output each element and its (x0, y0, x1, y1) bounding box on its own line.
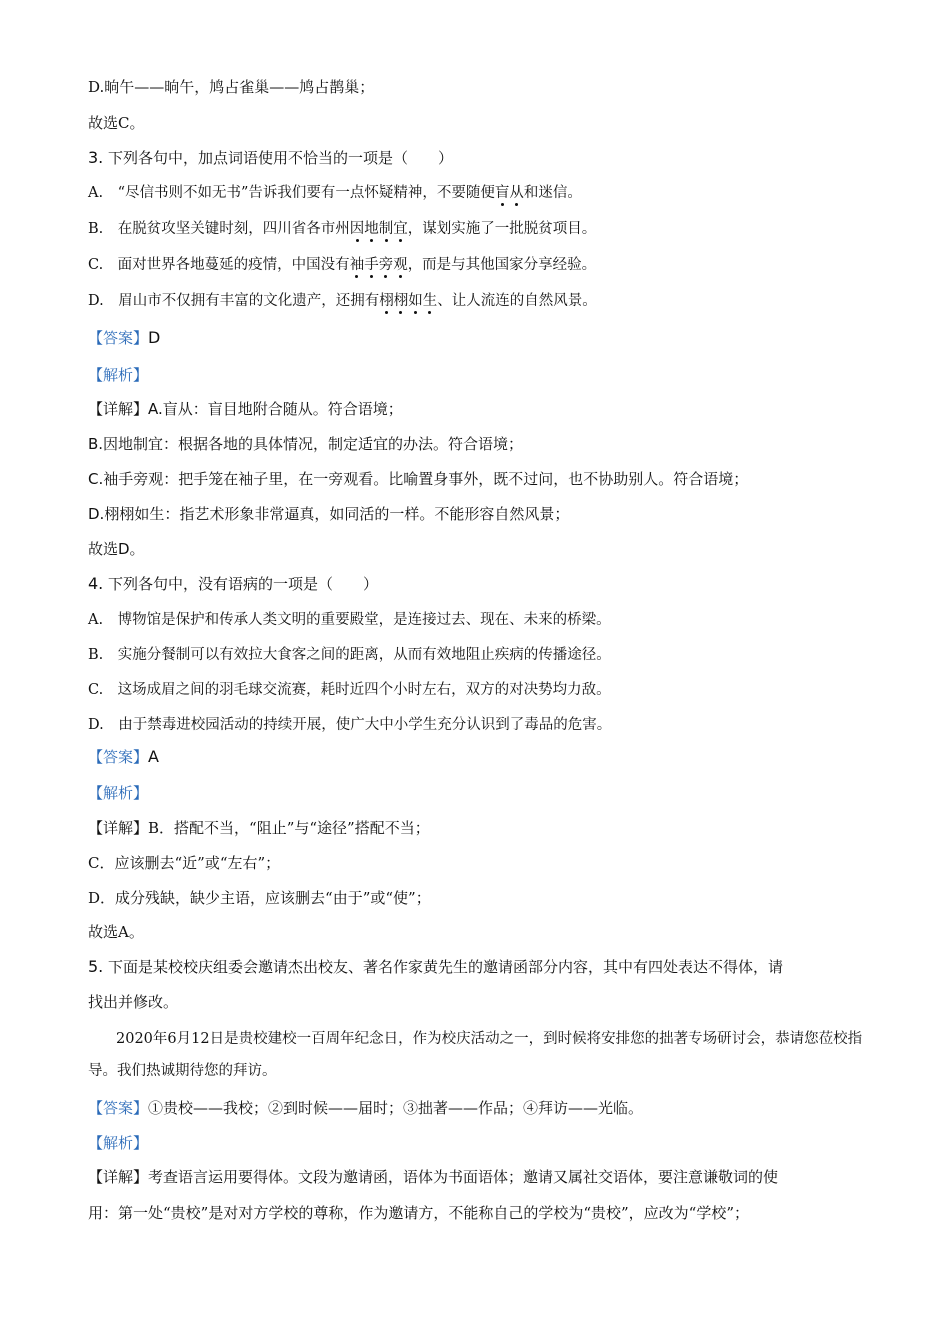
q3-option-b-pre: B. 在脱贫攻坚关键时刻，四川省各市州 (88, 221, 350, 237)
dotted-char: 旁 (378, 257, 394, 273)
dotted-char: 因 (349, 221, 365, 237)
q4-option-d: D. 由于禁毒进校园活动的持续开展，使广大中小学生充分认识到了毒品的危害。 (88, 717, 612, 733)
q3-detail-d: D.栩栩如生：指艺术形象非常逼真，如同活的一样。不能形容自然风景； (88, 505, 570, 523)
dotted-char: 制 (378, 221, 394, 237)
dotted-char: 盲 (494, 185, 510, 201)
q4-analysis-tag: 【解析】 (88, 784, 149, 802)
q3-option-d (88, 290, 597, 312)
q4-stem (88, 573, 378, 595)
q3-answer (88, 327, 160, 349)
q3-detail-a (88, 398, 403, 420)
q5-invitation-text: 2020年6月12日是贵校建校一百周年纪念日，作为校庆活动之一，到时候将安排您的拙著专场研讨会，恭请您莅校指导。我们热诚期待您的拜访。 (88, 1031, 863, 1079)
q4-conclusion: 故选A。 (88, 923, 144, 941)
q3-option-c-pre: C. 面对世界各地蔓延的疫情，中国没有 (88, 257, 350, 273)
q3-option-c (88, 254, 596, 276)
dotted-char: 地 (364, 221, 379, 237)
q4-option-b: B. 实施分餐制可以有效拉大食客之间的距离，从而有效地阻止疾病的传播途径。 (88, 647, 611, 663)
q3-conclusion: 故选D。 (88, 540, 145, 558)
q3-detail-a-text: A.盲从：盲目地附合随从。符合语境； (148, 400, 403, 418)
answer-tag: 【答案】 (88, 1099, 149, 1117)
q3-option-a (88, 182, 582, 204)
q4-answer (88, 746, 159, 768)
detail-tag: 【详解】 (88, 1168, 149, 1186)
dotted-char: 如 (408, 293, 423, 309)
q3-option-b (88, 218, 596, 240)
q3-number: 3. (88, 148, 104, 167)
detail-tag: 【详解】 (88, 400, 149, 418)
q4-stem-text: 下列各句中，没有语病的一项是（ ） (108, 575, 379, 593)
q5-invitation-excerpt (88, 1023, 868, 1087)
dotted-char: 从 (509, 185, 524, 201)
q3-answer-value: D (148, 328, 161, 347)
q5-stem-text: 下面是某校校庆组委会邀请杰出校友、著名作家黄先生的邀请函部分内容，其中有四处表达不得体，请 (108, 958, 784, 976)
q5-stem-line1 (88, 956, 783, 978)
answer-tag: 【答案】 (88, 748, 149, 766)
q5-answer (88, 1097, 643, 1119)
q3-option-d-post: 、让人流连的自然风景。 (437, 293, 597, 309)
dotted-char: 袖 (349, 257, 365, 273)
q3-detail-b: B.因地制宜：根据各地的具体情况，制定适宜的办法。符合语境； (88, 435, 524, 453)
q3-option-d-pre: D. 眉山市不仅拥有丰富的文化遗产，还拥有 (88, 293, 380, 309)
dotted-char: 栩 (379, 293, 394, 309)
q4-detail-b-text: B．搭配不当，“阻止”与“途径”搭配不当； (148, 819, 430, 837)
q5-detail-line1 (88, 1166, 778, 1188)
q3-option-c-post: ，而是与其他国家分享经验。 (407, 257, 597, 273)
q3-stem (88, 147, 453, 169)
q4-option-a: A. 博物馆是保护和传承人类文明的重要殿堂，是连接过去、现在、未来的桥梁。 (88, 612, 611, 628)
q5-stem-line2: 找出并修改。 (88, 993, 179, 1011)
dotted-char: 生 (422, 293, 438, 309)
dotted-char: 观 (393, 257, 408, 273)
q4-detail-d: D．成分残缺，缺少主语，应该删去“由于”或“使”； (88, 889, 431, 907)
q5-number: 5. (88, 957, 104, 976)
q3-stem-text: 下列各句中，加点词语使用不恰当的一项是（ ） (108, 149, 454, 167)
detail-tag: 【详解】 (88, 819, 149, 837)
q4-answer-value: A (148, 747, 159, 766)
q4-detail-c: C．应该删去“近”或“左右”； (88, 854, 281, 872)
q3-analysis-tag: 【解析】 (88, 366, 149, 384)
q3-option-a-pre: A. “尽信书则不如无书”告诉我们要有一点怀疑精神，不要随便 (88, 185, 495, 201)
q2-conclusion: 故选C。 (88, 114, 145, 132)
q5-detail-line1-text: 考查语言运用要得体。文段为邀请函，语体为书面语体；邀请又属社交语体，要注意谦敬词的使 (148, 1168, 779, 1186)
q5-analysis-tag: 【解析】 (88, 1134, 149, 1152)
q4-number: 4. (88, 574, 104, 593)
q5-answer-value: ①贵校——我校；②到时候——届时；③拙著——作品；④拜访——光临。 (148, 1099, 644, 1117)
q2-option-d-explanation: D.晌午——晌午，鸠占雀巢——鸠占鹊巢； (88, 78, 375, 96)
q5-detail-line2: 用：第一处“贵校”是对对方学校的尊称，作为邀请方，不能称自己的学校为“贵校”，应改为“学校”； (88, 1204, 750, 1222)
dotted-char: 栩 (393, 293, 409, 309)
q3-option-b-post: ，谋划实施了一批脱贫项目。 (407, 221, 597, 237)
q4-detail-b (88, 817, 430, 839)
q4-option-c: C. 这场成眉之间的羽毛球交流赛，耗时近四个小时左右，双方的对决势均力敌。 (88, 682, 611, 698)
q3-option-a-post: 和迷信。 (523, 185, 582, 201)
dotted-char: 宜 (393, 221, 408, 237)
q3-detail-c: C.袖手旁观：把手笼在袖子里，在一旁观看。比喻置身事外，既不过问，也不协助别人。符合语境； (88, 470, 749, 488)
answer-tag: 【答案】 (88, 329, 149, 347)
dotted-char: 手 (364, 257, 379, 273)
